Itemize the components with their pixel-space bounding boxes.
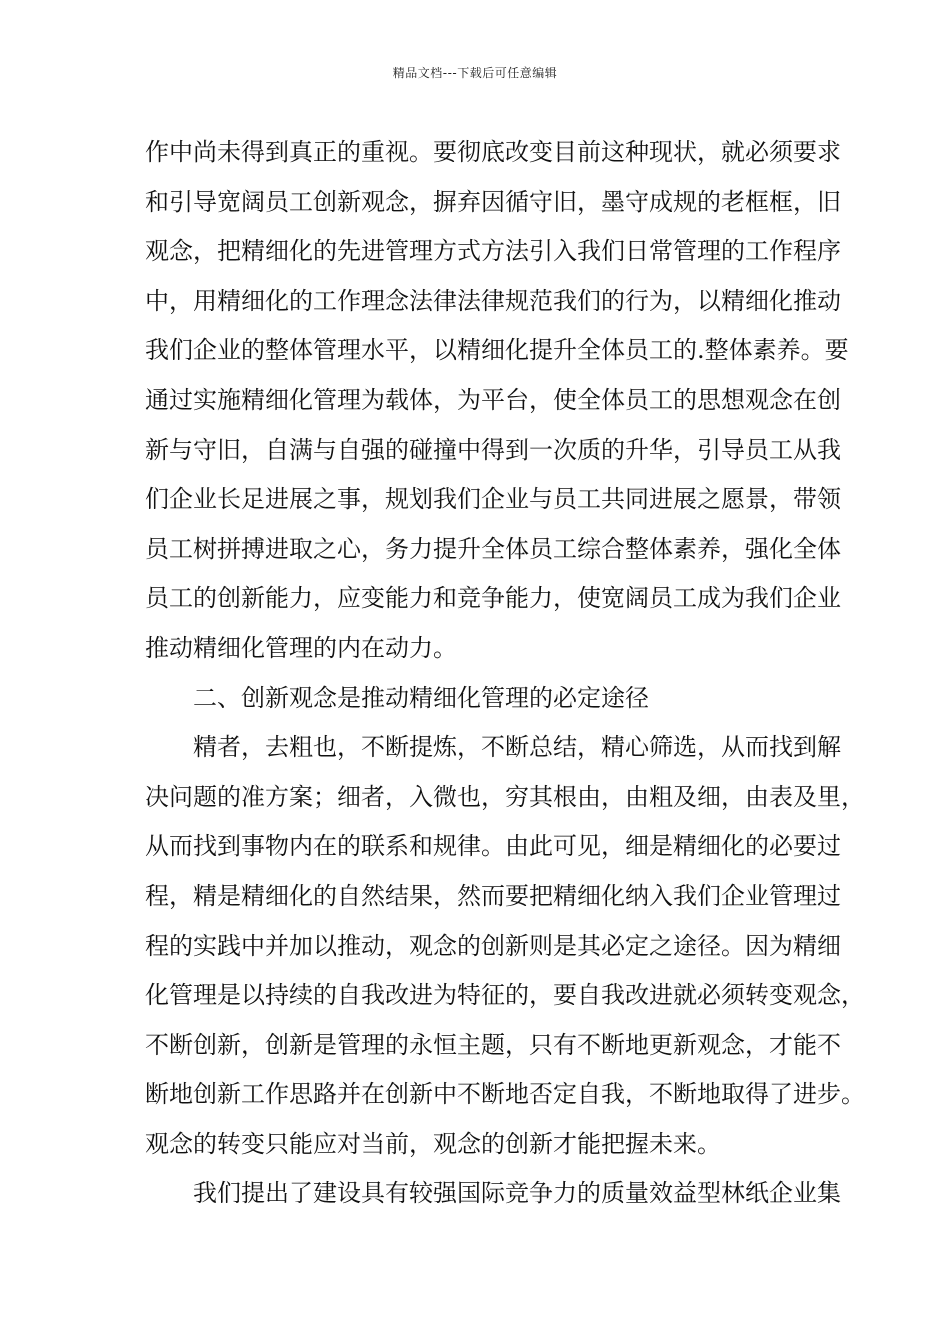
paragraph-line: 程，精是精细化的自然结果，然而要把精细化纳入我们企业管理过	[145, 881, 841, 910]
paragraph-line: 们企业长足进展之事，规划我们企业与员工共同进展之愿景，带领	[145, 485, 841, 514]
page-header: 精品文档---下载后可任意编辑	[392, 66, 558, 80]
section-heading: 二、创新观念是推动精细化管理的必定途径	[193, 683, 649, 712]
paragraph-line: 通过实施精细化管理为载体，为平台，使全体员工的思想观念在创	[145, 385, 841, 414]
paragraph-line: 中，用精细化的工作理念法律法律规范我们的行为，以精细化推动	[145, 286, 841, 315]
paragraph-line: 精者，去粗也，不断提炼，不断总结，精心筛选，从而找到解	[193, 733, 841, 762]
paragraph-line: 不断创新，创新是管理的永恒主题，只有不断地更新观念，才能不	[145, 1030, 841, 1059]
document-body	[145, 128, 865, 1219]
paragraph-line: 观念，把精细化的先进管理方式方法引入我们日常管理的工作程序	[145, 237, 841, 266]
paragraph-line: 从而找到事物内在的联系和规律。由此可见，细是精细化的必要过	[145, 832, 841, 861]
paragraph-line: 员工树拼搏进取之心，务力提升全体员工综合整体素养，强化全体	[145, 534, 841, 563]
paragraph-line: 决问题的准方案；细者，入微也，穷其根由，由粗及细，由表及里，	[145, 782, 865, 811]
paragraph-line: 化管理是以持续的自我改进为特征的，要自我改进就必须转变观念，	[145, 981, 865, 1010]
paragraph-line: 程的实践中并加以推动，观念的创新则是其必定之途径。因为精细	[145, 931, 841, 960]
paragraph-line: 和引导宽阔员工创新观念，摒弃因循守旧，墨守成规的老框框，旧	[145, 187, 841, 216]
paragraph-line: 推动精细化管理的内在动力。	[145, 633, 457, 662]
paragraph-line: 观念的转变只能应对当前，观念的创新才能把握未来。	[145, 1129, 721, 1158]
paragraph-line: 新与守旧，自满与自强的碰撞中得到一次质的升华，引导员工从我	[145, 435, 841, 464]
paragraph-line: 员工的创新能力，应变能力和竞争能力，使宽阔员工成为我们企业	[145, 584, 841, 613]
paragraph-line: 我们企业的整体管理水平，以精细化提升全体员工的.整体素养。要	[145, 336, 849, 365]
paragraph-line: 我们提出了建设具有较强国际竞争力的质量效益型林纸企业集	[193, 1179, 841, 1208]
paragraph-line: 断地创新工作思路并在创新中不断地否定自我，不断地取得了进步。	[145, 1080, 865, 1109]
paragraph-line: 作中尚未得到真正的重视。要彻底改变目前这种现状，就必须要求	[145, 138, 841, 166]
